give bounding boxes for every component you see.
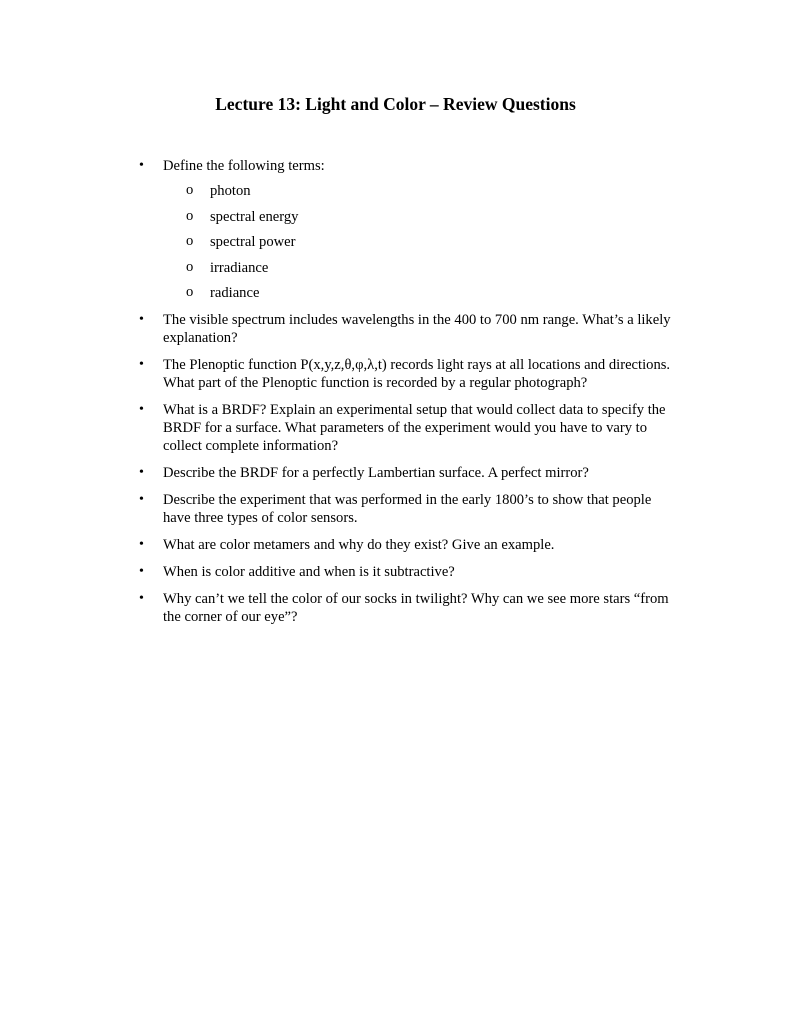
question-item [139, 157, 679, 302]
question-item [139, 491, 679, 527]
circle-bullet-icon: o [186, 182, 194, 198]
question-text: Define the following terms: [163, 158, 325, 174]
review-questions-list [139, 157, 679, 635]
question-item [139, 590, 679, 626]
question-item [139, 311, 679, 347]
question-text: Why can’t we tell the color of our socks in twilight? Why can we see more stars “from the corner of our eye”? [163, 591, 669, 626]
circle-bullet-icon: o [186, 258, 194, 275]
question-text: The Plenoptic function P(x,y,z,θ,φ,λ,t) records light rays at all locations and directions. What part of the Plenoptic function is recorded by a regular photograph? [163, 357, 671, 392]
question-text: Describe the BRDF for a perfectly Lambertian surface. A perfect mirror? [163, 465, 589, 482]
bullet-icon: • [139, 158, 144, 173]
bullet-icon: • [139, 357, 144, 373]
page-title: Lecture 13: Light and Color – Review Questions [215, 94, 576, 114]
question-item [139, 356, 679, 392]
question-item [139, 563, 679, 581]
bullet-icon: • [139, 537, 144, 553]
term-text: spectral power [210, 234, 296, 251]
term-item [186, 259, 679, 277]
circle-bullet-icon: o [186, 284, 194, 301]
bullet-icon: • [139, 492, 144, 508]
bullet-icon: • [139, 312, 144, 328]
term-text: irradiance [210, 259, 269, 276]
circle-bullet-icon: o [186, 207, 194, 224]
term-item [186, 182, 679, 200]
term-text: radiance [210, 285, 260, 302]
question-text: The visible spectrum includes wavelengths in the 400 to 700 nm range. What’s a likely explanation? [163, 312, 671, 347]
question-item [139, 536, 679, 554]
term-item [186, 284, 679, 302]
terms-list [163, 182, 679, 302]
question-text: When is color additive and when is it subtractive? [163, 564, 455, 581]
bullet-icon: • [139, 465, 144, 481]
term-text: spectral energy [210, 208, 299, 225]
circle-bullet-icon: o [186, 233, 194, 250]
bullet-icon: • [139, 564, 144, 580]
question-item [139, 464, 679, 482]
bullet-icon: • [139, 402, 144, 418]
term-item [186, 233, 679, 251]
question-text: What is a BRDF? Explain an experimental setup that would collect data to specify the BRDF for a surface. What parameters of the experiment would you have to vary to collect complete information? [163, 402, 666, 455]
question-text: What are color metamers and why do they exist? Give an example. [163, 537, 555, 554]
term-text: photon [210, 183, 251, 199]
question-item [139, 401, 679, 455]
question-text: Describe the experiment that was performed in the early 1800’s to show that people have three types of color sensors. [163, 492, 652, 527]
term-item [186, 208, 679, 226]
bullet-icon: • [139, 591, 144, 607]
